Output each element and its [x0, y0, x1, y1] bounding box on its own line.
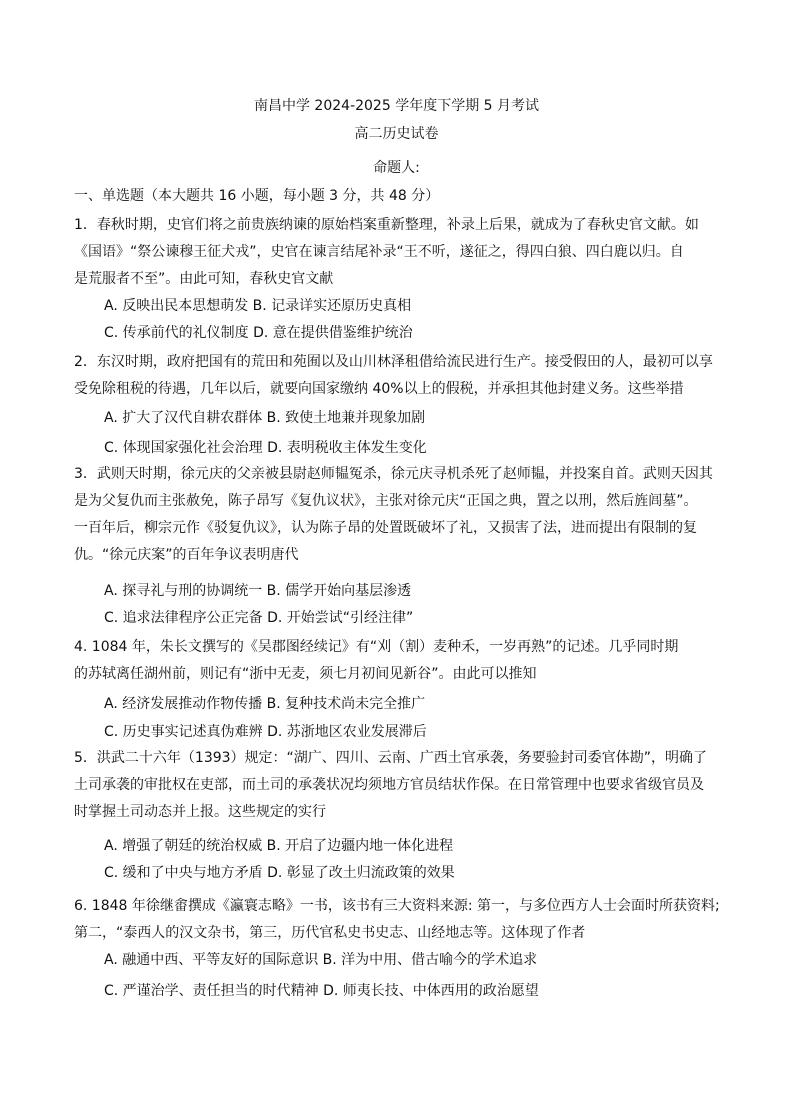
exam-title: 南昌中学 2024-2025 学年度下学期 5 月考试: [253, 98, 540, 114]
question-text-line: 1．春秋时期，史官们将之前贵族纳谏的原始档案重新整理，补录上后果，就成为了春秋史官文献。如: [74, 217, 699, 233]
question-5-options-cd: C. 缓和了中央与地方矛盾 D. 彰显了改土归流政策的效果: [104, 865, 455, 881]
question-text-line: 6. 1848 年徐继畬撰成《瀛寰志略》一书，该书有三大资料来源: 第一，与多位西方人士会面时所获资料;: [74, 898, 720, 914]
question-text-line: 5．洪武二十六年（1393）规定：“湖广、四川、云南、广西土官承袭，务要验封司委官体勘”，明确了: [74, 750, 708, 766]
author-label: 命题人:: [373, 160, 420, 176]
question-text-line: 4. 1084 年，朱长文撰写的《吴郡图经续记》有“刈（割）麦种禾，一岁再熟”的记述。几乎同时期: [74, 639, 679, 655]
question-text-line: 土司承袭的审批权在吏部，而土司的承袭状况均须地方官员结状作保。在日常管理中也要求省级官员及: [74, 777, 704, 793]
question-text-line: 的苏轼离任湖州前，则记有“浙中无麦，须七月初间见新谷”。由此可以推知: [74, 666, 537, 682]
question-text-line: 仇。“徐元庆案”的百年争议表明唐代: [74, 547, 299, 563]
question-2: [74, 349, 724, 403]
question-4-options-ab: A. 经济发展推动作物传播 B. 复种技术尚未完全推广: [104, 696, 426, 712]
question-6-options-ab: A. 融通中西、平等友好的国际意识 B. 洋为中用、借古喻今的学术追求: [104, 952, 538, 968]
question-text-line: 第二，“泰西人的汉文杂书，第三，历代官私史书史志、山经地志等。这体现了作者: [74, 925, 586, 941]
question-1: [74, 212, 724, 293]
question-text-line: 受免除租税的待遇，几年以后，就要向国家缴纳 40%以上的假税，并承担其他封建义务。这些举措: [74, 381, 684, 397]
question-text-line: 是荒服者不至”。由此可知，春秋史官文献: [74, 271, 334, 287]
question-3: [74, 461, 724, 569]
question-3-options-cd: C. 追求法律程序公正完备 D. 开始尝试“引经注律”: [104, 610, 414, 626]
section-heading: 一、单选题（本大题共 16 小题，每小题 3 分，共 48 分）: [74, 188, 440, 204]
question-4: [74, 634, 724, 688]
question-6-options-cd: C. 严谨治学、责任担当的时代精神 D. 师夷长技、中体西用的政治愿望: [104, 983, 539, 999]
question-text-line: 2．东汉时期，政府把国有的荒田和苑囿以及山川林泽租借给流民进行生产。接受假田的人，最初可以享: [74, 354, 713, 370]
question-1-options-cd: C. 传承前代的礼仪制度 D. 意在提供借鉴维护统治: [104, 325, 413, 341]
question-2-options-ab: A. 扩大了汉代自耕农群体 B. 致使土地兼并现象加剧: [104, 410, 426, 426]
question-5: [74, 745, 724, 826]
question-5-options-ab: A. 增强了朝廷的统治权威 B. 开启了边疆内地一体化进程: [104, 838, 454, 854]
exam-subtitle: 高二历史试卷: [354, 126, 439, 142]
question-text-line: 是为父复仇而主张赦免，陈子昂写《复仇议状》，主张对徐元庆“正国之典，置之以刑，然后旌闾墓”。: [74, 493, 698, 509]
question-text-line: 3．武则天时期，徐元庆的父亲被县尉赵师韫冤杀，徐元庆寻机杀死了赵师韫，并投案自首。武则天因其: [74, 466, 713, 482]
question-4-options-cd: C. 历史事实记述真伪难辨 D. 苏浙地区农业发展滞后: [104, 724, 427, 740]
question-text-line: 一百年后，柳宗元作《驳复仇议》，认为陈子昂的处置既破坏了礼，又损害了法，进而提出有限制的复: [74, 520, 697, 536]
question-1-options-ab: A. 反映出民本思想萌发 B. 记录详实还原历史真相: [104, 298, 412, 314]
question-text-line: 《国语》“祭公谏穆王征犬戎”，史官在谏言结尾补录“王不听，遂征之，得四白狼、四白鹿以归。自: [74, 244, 684, 260]
question-text-line: 时掌握土司动态并上报。这些规定的实行: [74, 804, 326, 820]
question-6: [74, 893, 724, 947]
question-2-options-cd: C. 体现国家强化社会治理 D. 表明税收主体发生变化: [104, 440, 427, 456]
question-3-options-ab: A. 探寻礼与刑的协调统一 B. 儒学开始向基层渗透: [104, 583, 412, 599]
